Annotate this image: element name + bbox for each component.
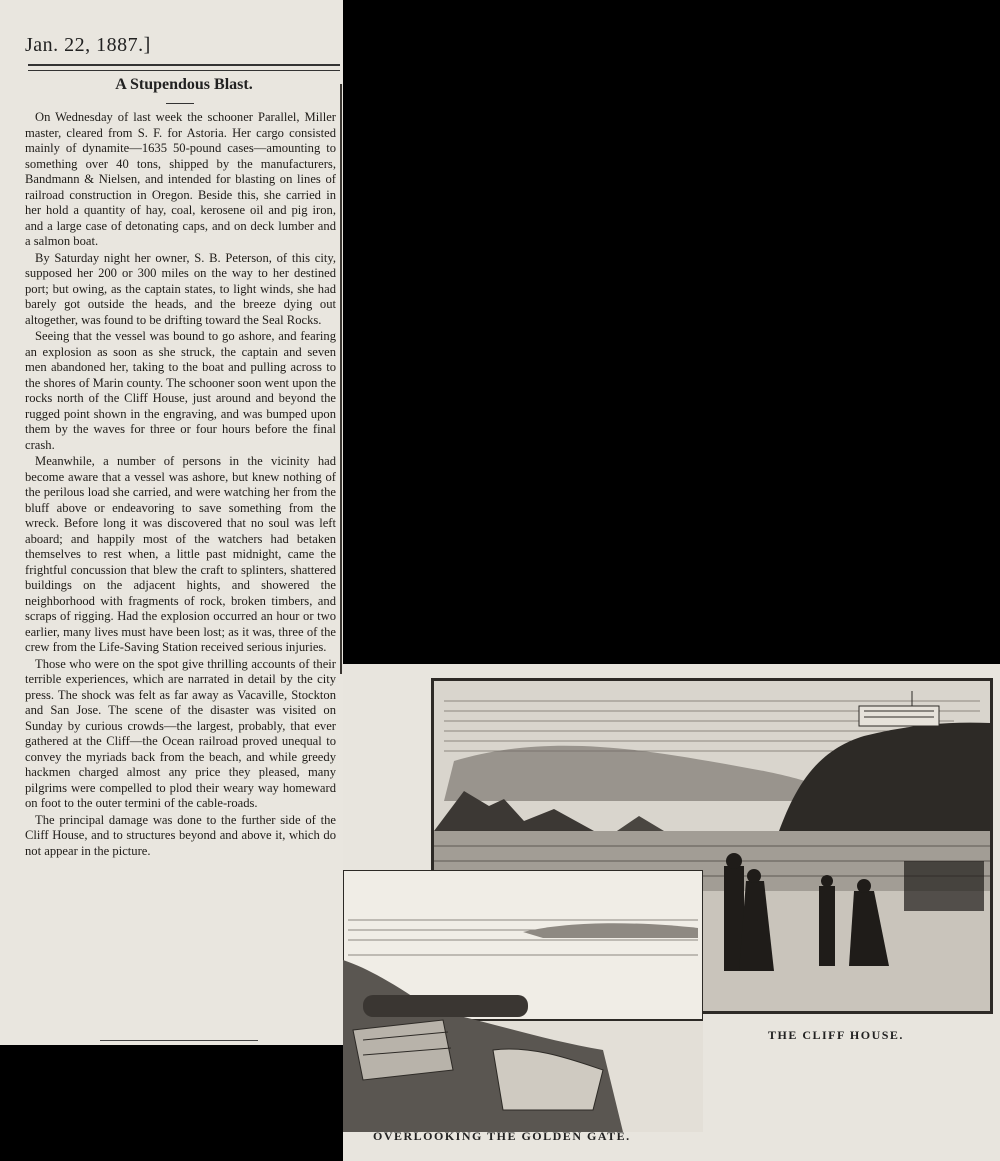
article-headline: A Stupendous Blast.: [115, 76, 253, 93]
article-end-rule: [100, 1040, 258, 1041]
column-divider: [340, 84, 342, 674]
header-rule-thin: [28, 70, 340, 71]
headline-rule: [166, 103, 194, 104]
cliff-house-caption: THE CLIFF HOUSE.: [768, 1028, 904, 1042]
article-body: [25, 110, 336, 860]
golden-gate-caption: OVERLOOKING THE GOLDEN GATE.: [373, 1129, 631, 1143]
article-paragraph-2: By Saturday night her owner, S. B. Peterson, of this city, supposed her 200 or 300 miles on the way to her destined port; but owing, as the captain states, to light winds, she had barely got outside the heads, and the breeze dying out altogether, was found to be drifting toward the Seal Rocks.: [25, 250, 336, 327]
article-paragraph-4: Meanwhile, a number of persons in the vicinity had become aware that a vessel was ashore, but knew nothing of the perilous load she carried, and were watching her from the bluff above or endeavoring to save something from the wreck. Before long it was discovered that no soul was left aboard; and happily most of the watchers had betaken themselves to rest when, a little past midnight, came the frightful concussion that blew the craft to splinters, shattered buildings on the adjacent hights, and showered the neighborhood with fragments of rock, broken timbers, and scraps of rigging. Had the explosion occurred an hour or two earlier, many lives must have been lost; as it was, three of the crew from the Life-Saving Station received serious injuries.: [25, 454, 336, 654]
header-rule-thick: [28, 64, 340, 66]
article-paragraph-1: On Wednesday of last week the schooner Parallel, Miller master, cleared from S. F. for Astoria. Her cargo consisted mainly of dynamite—1635 50-pound cases—amounting to something over 40 tons, shipped by the manufacturers, Bandmann & Nielsen, and intended for blasting on lines of railroad construction in Oregon. Beside this, she carried in her hold a quantity of hay, coal, kerosene oil and pig iron, and a large case of detonating caps, and on deck lumber and a salmon boat.: [25, 110, 336, 248]
issue-date: Jan. 22, 1887.]: [25, 34, 151, 56]
illustration-panel: [343, 664, 1000, 1161]
article-paragraph-6: The principal damage was done to the further side of the Cliff House, and to structures beyond and above it, which do not appear in the picture.: [25, 812, 336, 858]
golden-gate-engraving: [343, 870, 703, 1132]
article-paragraph-5: Those who were on the spot give thrilling accounts of their terrible experiences, which are narrated in detail by the city press. The shock was felt as far away as Vacaville, Stockton and San Jose. The scene of the disaster was visited on Sunday by curious crowds—the largest, probably, that ever gathered at the Cliff—the Ocean railroad proved unequal to convey the myriads back from the beach, and while greedy hackmen charged almost any price they pleased, many pilgrims were compelled to plod their weary way homeward on foot to the outer termini of the cable-roads.: [25, 656, 336, 810]
golden-gate-picture: [343, 870, 703, 1132]
article-paragraph-3: Seeing that the vessel was bound to go ashore, and fearing an explosion as soon as she struck, the captain and seven men abandoned her, taking to the boat and pulling across to the shores of Marin county. The schooner soon went upon the rocks north of the Cliff House, just around and beyond the rugged point shown in the engraving, and was bumped upon them by the waves for three or four hours before the final crash.: [25, 329, 336, 452]
